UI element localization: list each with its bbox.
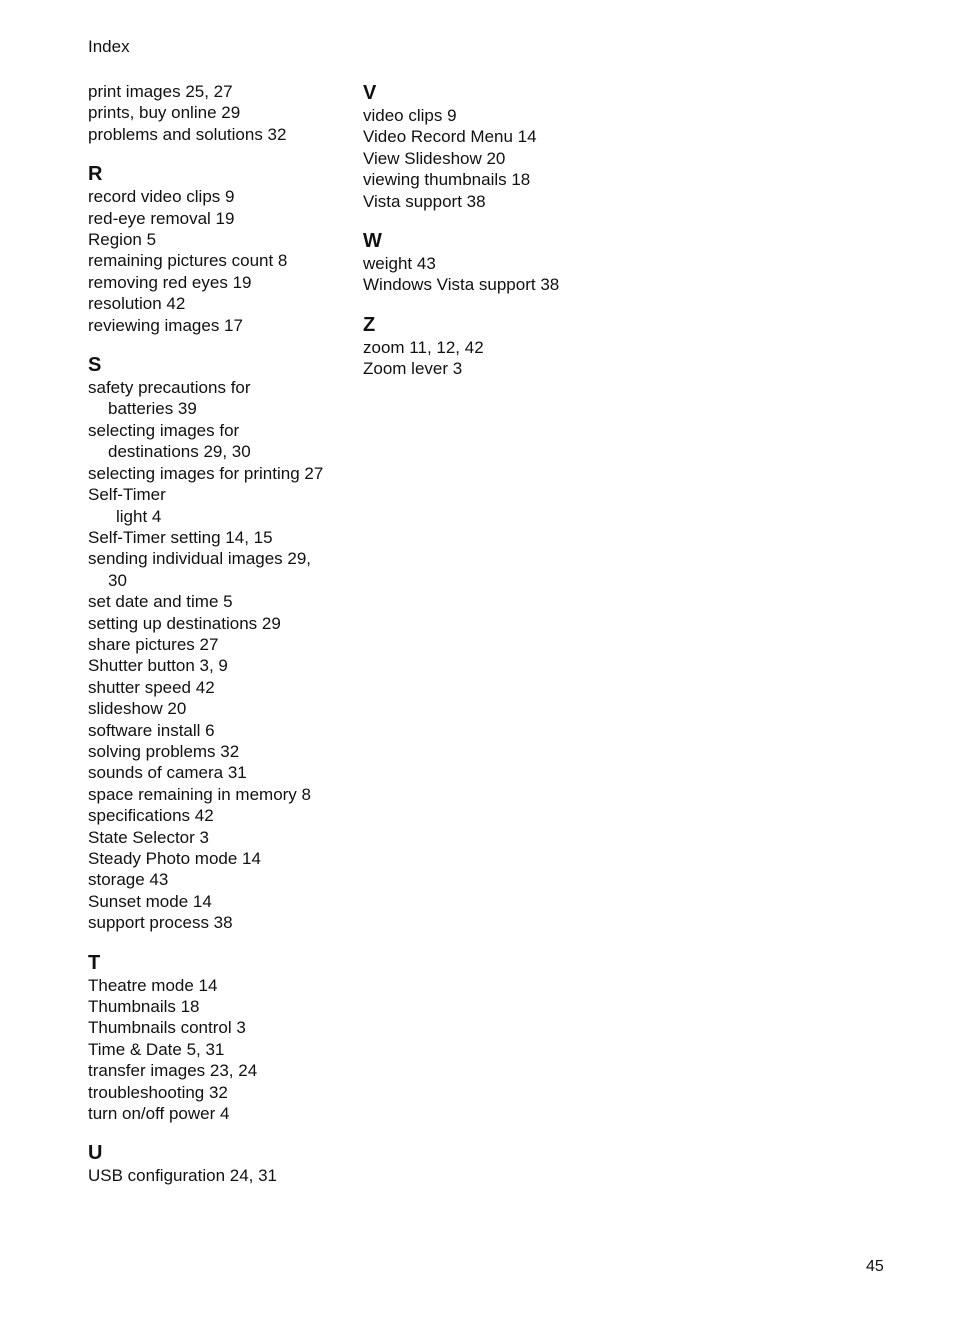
index-subentry: light 4 (116, 506, 162, 526)
index-entry: red-eye removal 19 (88, 208, 235, 228)
index-entry: software install 6 (88, 720, 215, 740)
index-entry: solving problems 32 (88, 741, 240, 761)
index-entry: problems and solutions 32 (88, 124, 287, 144)
index-entry: Self-Timer (88, 485, 166, 505)
index-entry: slideshow 20 (88, 699, 187, 719)
index-entry: record video clips 9 (88, 187, 235, 207)
index-entry: video clips 9 (363, 106, 457, 125)
section-letter-heading: R (88, 163, 103, 186)
section-letter-heading: V (363, 82, 377, 104)
index-entry: Thumbnails 18 (88, 997, 200, 1017)
index-entry: viewing thumbnails 18 (363, 170, 531, 190)
section-letter-heading: S (88, 354, 102, 377)
index-entry: Self-Timer setting 14, 15 (88, 527, 273, 547)
index-entry: turn on/off power 4 (88, 1104, 230, 1124)
index-entry-continuation: batteries 39 (108, 399, 197, 419)
index-entry: Zoom lever 3 (363, 359, 463, 379)
section-letter-heading: W (363, 230, 382, 253)
index-entry: Region 5 (88, 230, 157, 250)
index-entry: share pictures 27 (88, 634, 219, 654)
index-entry: selecting images for (88, 420, 240, 440)
index-entry: transfer images 23, 24 (88, 1061, 258, 1081)
index-entry: set date and time 5 (88, 592, 233, 612)
index-section-r (88, 162, 348, 336)
index-entry: troubleshooting 32 (88, 1082, 228, 1102)
index-entry: USB configuration 24, 31 (88, 1166, 278, 1186)
index-entry: Time & Date 5, 31 (88, 1039, 225, 1059)
index-entry: safety precautions for (88, 378, 251, 398)
index-entry: sounds of camera 31 (88, 763, 247, 783)
index-entry: Shutter button 3, 9 (88, 656, 228, 676)
index-entry: Steady Photo mode 14 (88, 849, 261, 868)
index-section-v (363, 81, 643, 212)
index-entry: remaining pictures count 8 (88, 251, 288, 271)
index-column-left (88, 81, 348, 1204)
page-number: 45 (866, 1258, 884, 1275)
index-section-t (88, 951, 348, 1125)
index-entry: Windows Vista support 38 (363, 275, 560, 295)
index-entry: setting up destinations 29 (88, 613, 281, 633)
index-entry: sending individual images 29, (88, 549, 312, 569)
section-letter-heading: U (88, 1142, 103, 1165)
index-entry: Theatre mode 14 (88, 975, 218, 995)
index-entry: shutter speed 42 (88, 677, 215, 697)
index-section-s (88, 353, 348, 934)
index-entry: reviewing images 17 (88, 315, 243, 335)
section-letter-heading: Z (363, 313, 376, 336)
index-entry: prints, buy online 29 (88, 103, 241, 123)
index-entry: selecting images for printing 27 (88, 463, 324, 483)
index-entry: Video Record Menu 14 (363, 127, 537, 147)
index-column-right (363, 81, 643, 397)
index-entry: zoom 11, 12, 42 (363, 337, 484, 357)
index-entry: weight 43 (363, 254, 436, 274)
index-entry-continuation: 30 (108, 570, 127, 590)
index-entry-continuation: destinations 29, 30 (108, 442, 251, 462)
index-entry: print images 25, 27 (88, 82, 233, 101)
index-entry: View Slideshow 20 (363, 148, 506, 168)
index-entry: removing red eyes 19 (88, 272, 252, 292)
index-section-p-continued (88, 81, 348, 145)
index-entry: storage 43 (88, 870, 169, 890)
index-entry: Vista support 38 (363, 191, 486, 211)
index-entry: Sunset mode 14 (88, 891, 212, 911)
index-section-w (363, 229, 643, 296)
index-section-u (88, 1141, 348, 1186)
index-section-z (363, 313, 643, 380)
index-entry: Thumbnails control 3 (88, 1018, 246, 1038)
index-entry: space remaining in memory 8 (88, 784, 311, 804)
section-letter-heading: T (88, 951, 101, 974)
index-entry: resolution 42 (88, 294, 186, 314)
running-header: Index (88, 37, 130, 56)
index-entry: State Selector 3 (88, 827, 209, 847)
index-entry: support process 38 (88, 913, 233, 933)
index-entry: specifications 42 (88, 806, 214, 826)
